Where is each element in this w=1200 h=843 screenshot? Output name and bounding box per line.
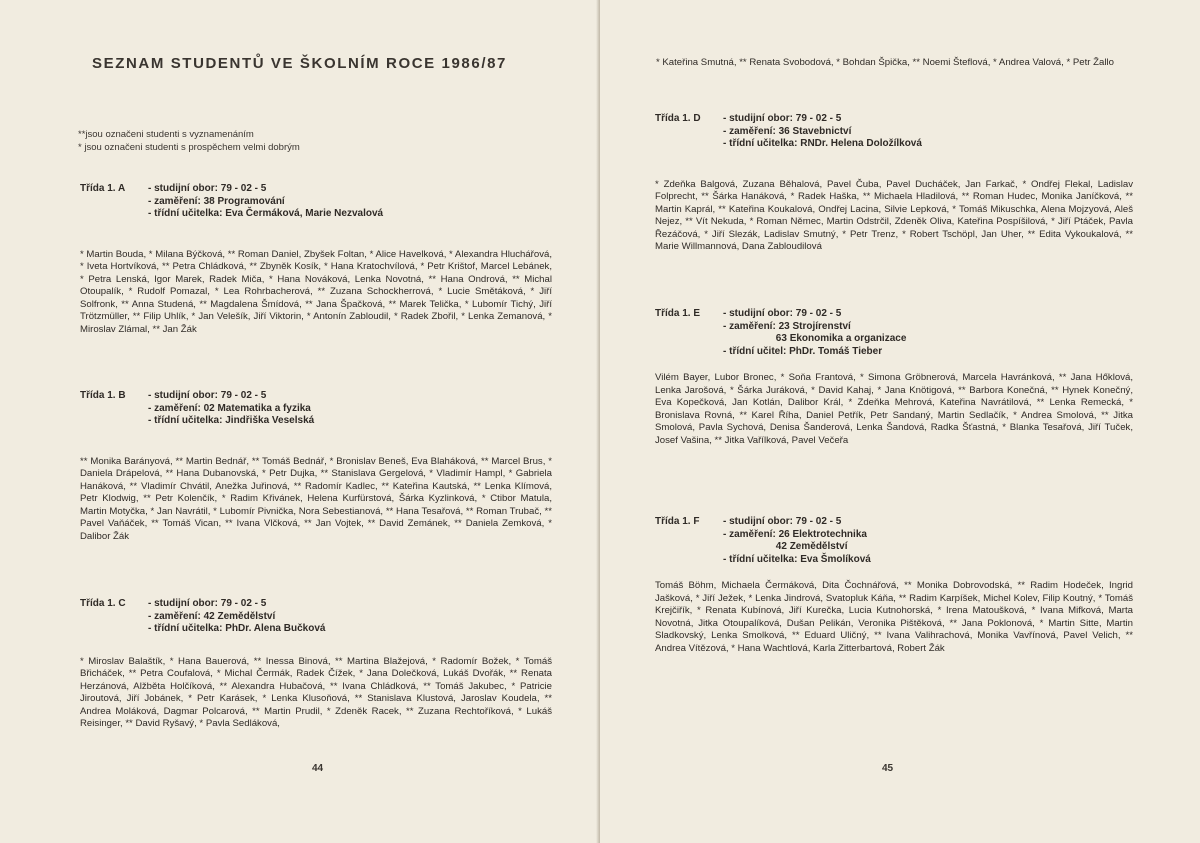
class-1b — [80, 390, 552, 544]
class-specialization-2: 42 Zemědělství — [723, 541, 848, 552]
class-label: Třída 1. D — [655, 113, 701, 124]
student-list: Tomáš Böhm, Michaela Čermáková, Dita Čochnářová, ** Monika Dobrovodská, ** Radim Hodeček, Ingrid Jašková, * Jiří Ježek, * Lenka Jindrová, Svatopluk Káňa, ** Radim Karpíšek, Michel Kolev, Filip Koutný, * Tomáš Krejčiřík, * Renata Kubínová, Jiří Kurečka, Lucia Kutnohorská, * Irena Matoušková, * Ivana Mifková, Marta Novotná, Jitka Otoupalíková, Dušan Pelikán, Veronika Pištěková, ** Jana Poklonová, * Martin Sitte, Martin Sladkovský, Lenka Smolková, ** Eduard Uličný, ** Ivana Valihrachová, Monika Vavřínová, Pavel Velich, ** Andrea Vítězová, * Hana Wachtlová, Karla Zitterbartová, Robert Žák — [655, 580, 1133, 654]
class-1e — [655, 308, 1133, 448]
student-list: ** Monika Barányová, ** Martin Bednář, ** Tomáš Bednář, * Bronislav Beneš, Eva Blaháková, ** Marcel Brus, * Daniela Drápelová, ** Hana Dubanovská, * Petr Dujka, ** Stanislava Gergelová, * Vladimír Hampl, * Gabriela Hanáková, ** Vladimír Chvátil, Anežka Juřinová, ** Radomír Kadlec, ** Kateřina Kautská, ** Lenka Klímová, Petr Klodwig, ** Petr Kolenčík, * Radim Křivánek, Helena Kurfürstová, Šárka Kyzlinková, * Ctibor Matula, Martin Motyčka, * Jan Navrátil, * Lubomír Pivnička, Nora Sebestianová, ** Hana Tesařová, ** Roman Trubač, ** Pavel Vaňáček, ** Tomáš Vican, ** Ivana Vlčková, ** Jan Vojtek, ** David Zemánek, ** Daniela Zemková, * Dalibor Žák — [80, 455, 552, 543]
class-specialization: - zaměření: 38 Programování — [148, 195, 285, 207]
student-list: * Miroslav Balaštík, * Hana Bauerová, ** Inessa Binová, ** Martina Blažejová, * Radomír Božek, * Tomáš Břicháček, ** Petra Coufalová, * Michal Čermák, Radek Čížek, * Jana Dolečková, Lukáš Dvořák, ** Renata Herzánová, Alžběta Holčíková, ** Alexandra Hubačová, ** Ivana Chládková, ** Tomáš Jakubec, * Patricie Jiroutová, Jiří Jobánek, * Petr Karásek, * Lenka Klusoňová, ** Stanislava Klustová, Jaroslav Koudela, ** Andrea Moláková, Dagmar Polcarová, ** Martin Prudil, * Zdeněk Racek, ** Zuzana Rechtoříková, * Lukáš Reisinger, ** David Ryšavý, * Pavla Sedláková, — [80, 655, 552, 730]
class-header — [655, 308, 1133, 358]
class-1c — [80, 598, 552, 731]
class-specialization: - zaměření: 36 Stavebnictví — [723, 125, 852, 137]
class-header — [80, 183, 552, 221]
class-label: Třída 1. E — [655, 308, 701, 319]
class-header — [655, 516, 1133, 566]
class-teacher: - třídní učitelka: Jindřiška Veselská — [148, 415, 315, 426]
class-1f — [655, 516, 1133, 656]
class-teacher: - třídní učitelka: Eva Čermáková, Marie Nezvalová — [148, 208, 384, 219]
class-field: - studijní obor: 79 - 02 - 5 — [723, 308, 842, 319]
student-list: * Martin Bouda, * Milana Býčková, ** Roman Daniel, Zbyšek Foltan, * Alice Havelková, * Alexandra Hluchářová, * Iveta Hortvíková, ** Petra Chládková, ** Zbyněk Kosík, * Hana Kratochvílová, * Petr Krištof, Marcel Lebánek, * Petra Lenská, Igor Marek, Radek Miča, * Hana Nováková, Lenka Novotná, ** Hana Ondrová, ** Michal Otoupalík, * Rudolf Pomazal, * Lea Rohrbacherová, ** Zuzana Schockherrová, * Lucie Smětáková, * Jiří Solfronk, ** Anna Studená, ** Magdalena Šmídová, ** Jana Špačková, ** Marek Telička, * Lubomír Tichý, Jiří Trötzmüller, ** Filip Uhlík, * Jan Velešík, Jiří Viktorin, * Antonín Zabloudil, * Radek Zbořil, * Lenka Zemanová, * Miroslav Zlámal, ** Jan Žák — [80, 248, 552, 336]
right-page — [600, 0, 1200, 843]
class-label: Třída 1. C — [80, 598, 126, 609]
class-specialization: - zaměření: 02 Matematika a fyzika — [148, 402, 311, 414]
page-number: 45 — [882, 763, 894, 774]
class-specialization-2: 63 Ekonomika a organizace — [723, 333, 907, 344]
class-header — [80, 390, 552, 428]
class-field: - studijní obor: 79 - 02 - 5 — [148, 598, 267, 609]
class-field: - studijní obor: 79 - 02 - 5 — [723, 113, 842, 124]
class-label: Třída 1. B — [80, 390, 126, 401]
class-header — [80, 598, 552, 636]
class-1a — [80, 183, 552, 337]
class-specialization: - zaměření: 42 Zemědělství — [148, 610, 276, 622]
page-number: 44 — [312, 763, 324, 774]
class-label: Třída 1. A — [80, 183, 126, 194]
class-field: - studijní obor: 79 - 02 - 5 — [723, 516, 842, 527]
class-specialization: - zaměření: 23 Strojírenství — [723, 320, 851, 332]
class-1d — [655, 113, 1133, 254]
class-header — [655, 113, 1133, 151]
legend — [78, 128, 300, 154]
class-teacher: - třídní učitel: PhDr. Tomáš Tieber — [723, 345, 883, 357]
class-teacher: - třídní učitelka: Eva Šmolíková — [723, 553, 871, 565]
legend-very-good: * jsou označeni studenti s prospěchem velmi dobrým — [78, 142, 300, 153]
class-field: - studijní obor: 79 - 02 - 5 — [148, 390, 267, 401]
class-label: Třída 1. F — [655, 516, 700, 527]
class-field: - studijní obor: 79 - 02 - 5 — [148, 183, 267, 194]
page-title: SEZNAM STUDENTŮ VE ŠKOLNÍM ROCE 1986/87 — [92, 55, 507, 72]
continued-list: * Kateřina Smutná, ** Renata Svobodová, * Bohdan Špička, ** Noemi Šteflová, * Andrea Valová, * Petr Žallo — [656, 57, 1114, 68]
legend-honours: **jsou označeni studenti s vyznamenáním — [78, 129, 254, 140]
student-list: Vilém Bayer, Lubor Bronec, * Soňa Frantová, * Simona Gröbnerová, Marcela Havránková, ** Jana Hőklová, Lenka Jarošová, * Šárka Juráková, * David Kahaj, * Jana Knötigová, ** Barbora Konečná, ** Hynek Konečný, Eva Kopečková, Jan Kotlán, Dalibor Král, * Zdeňka Mehrová, Kateřina Navrátilová, ** Lenka Remecká, * Bronislava Rovná, ** Karel Říha, Daniel Petřík, Petr Sandaný, Martin Sedlačík, * Andrea Smolová, ** Jitka Smolová, Pavla Sychová, Denisa Šanderová, Lenka Šandová, Radka Šťastná, * Blanka Tesařová, Jiří Tuček, Josef Vašina, ** Jitka Vařílková, Pavel Večeřa — [655, 372, 1133, 446]
class-specialization: - zaměření: 26 Elektrotechnika — [723, 528, 867, 540]
class-teacher: - třídní učitelka: RNDr. Helena Doložílková — [723, 138, 922, 149]
student-list: * Zdeňka Balgová, Zuzana Běhalová, Pavel Čuba, Pavel Ducháček, Jan Farkač, * Ondřej Flekal, Ladislav Folprecht, ** Šárka Hanáková, * Radek Haška, ** Michaela Hladilová, ** Roman Hudec, Monika Janíčková, ** Martin Kaprál, ** Kateřina Koukalová, Ondřej Lacina, Silvie Lepková, * Tomáš Mikuschka, Alena Mojzyová, Aleš Nejez, ** Vít Nekuda, * Roman Němec, Martin Odstrčil, Zdeněk Oliva, Kateřina Pospíšilová, * Jiří Ptáček, Pavla Řezáčová, * Jiří Slezák, Ladislav Smutný, * Petr Trenz, * Robert Tschöpl, Jan Uher, ** Edita Vykoukalová, ** Marie Willmannová, Dana Zabloudilová — [655, 178, 1133, 253]
class-teacher: - třídní učitelka: PhDr. Alena Bučková — [148, 623, 326, 634]
